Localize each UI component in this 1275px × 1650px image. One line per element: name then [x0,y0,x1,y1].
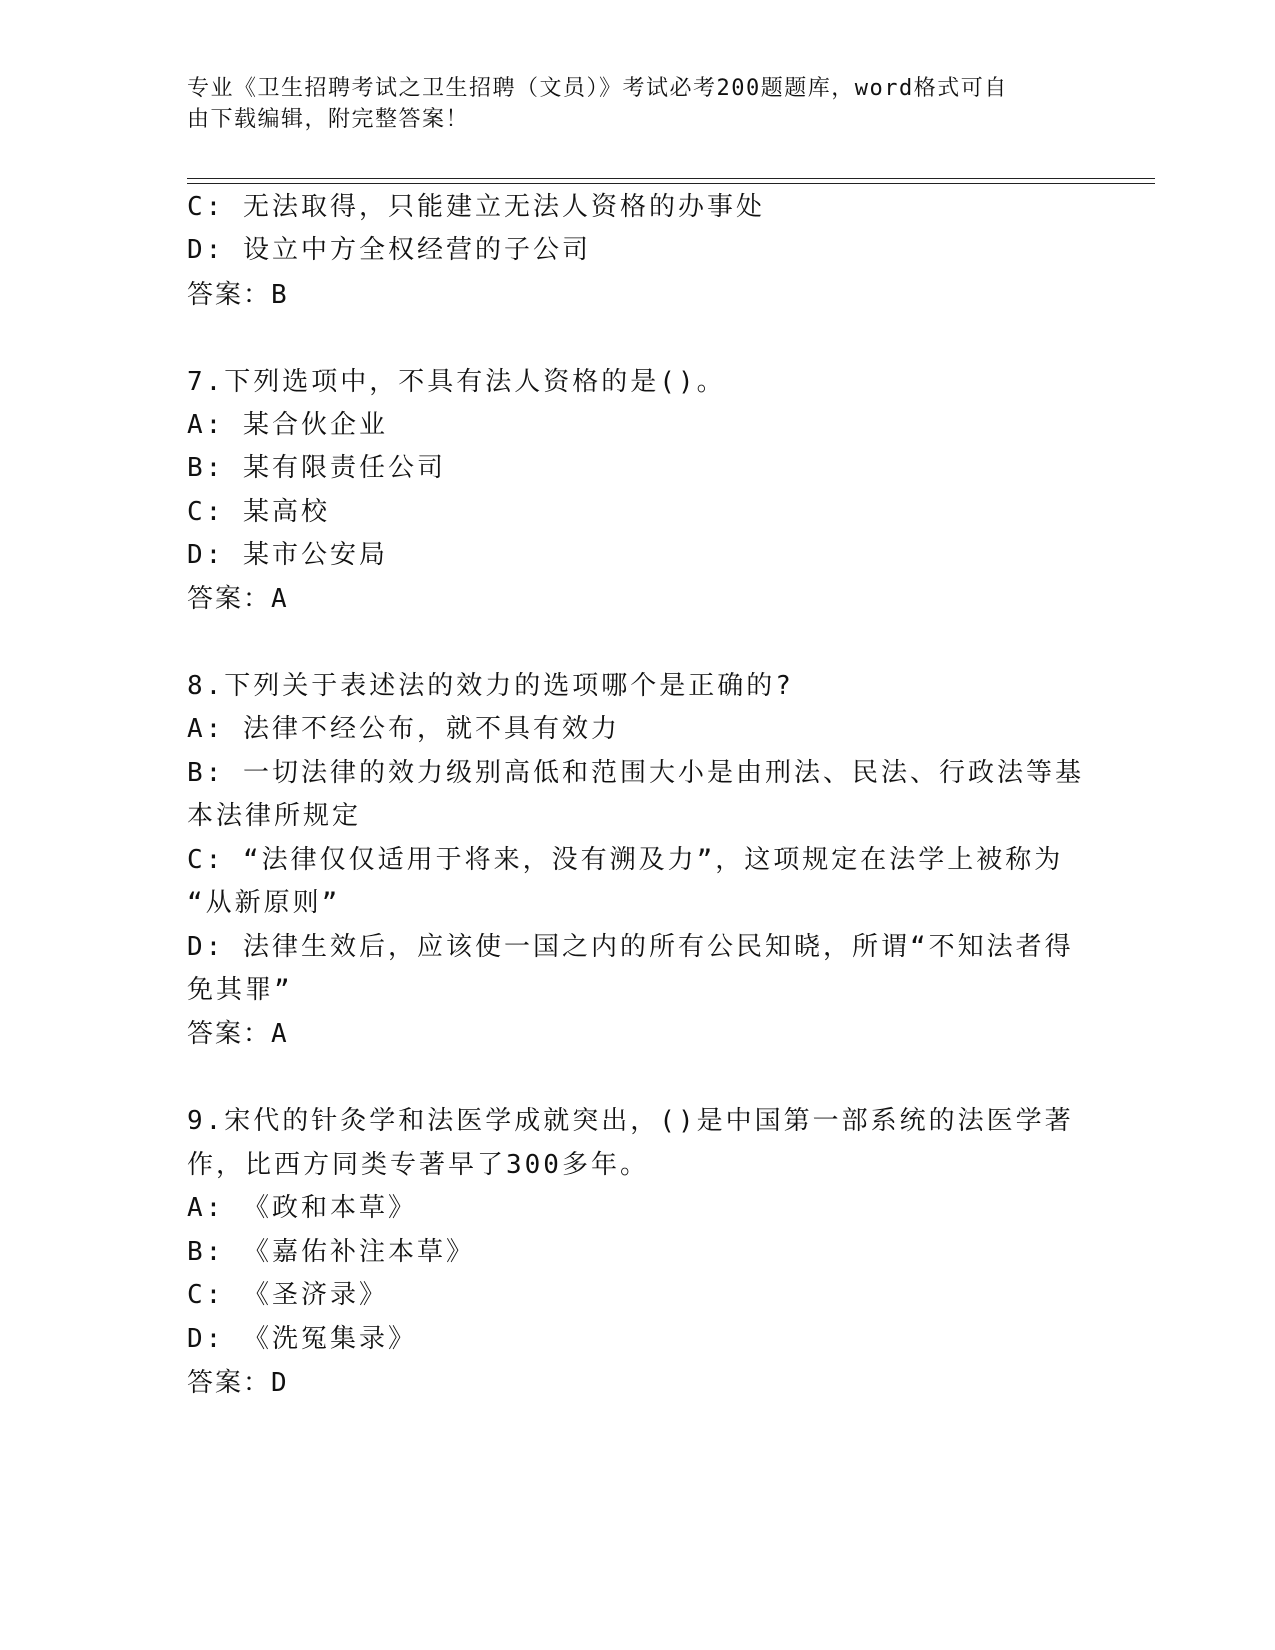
header-divider-top [187,178,1155,179]
q8-option-a: A: 法律不经公布，就不具有效力 [187,714,620,744]
q9-option-a: A: 《政和本草》 [187,1193,417,1223]
q9-option-d: D: 《洗冤集录》 [187,1324,417,1354]
q8-option-c-line-2: “从新原则” [187,888,341,918]
q8-answer: 答案：A [187,1019,289,1049]
q7-question: 7.下列选项中，不具有法人资格的是()。 [187,367,726,397]
q8-option-b-line-2: 本法律所规定 [187,801,362,831]
q8-option-c-line-1: C: “法律仅仅适用于将来，没有溯及力”，这项规定在法学上被称为 [187,845,1064,875]
prev-option-d: D: 设立中方全权经营的子公司 [187,235,591,265]
q9-question-line-2: 作，比西方同类专著早了300多年。 [187,1150,649,1180]
header-line-1: 专业《卫生招聘考试之卫生招聘（文员）》考试必考200题题库，word格式可自 [187,76,1008,101]
q7-option-d: D: 某市公安局 [187,540,388,570]
prev-option-c: C: 无法取得，只能建立无法人资格的办事处 [187,192,765,222]
header-line-2: 由下载编辑，附完整答案！ [187,107,470,132]
q9-question-line-1: 9.宋代的针灸学和法医学成就突出，()是中国第一部系统的法医学著 [187,1106,1074,1136]
document-header [187,73,1067,135]
header-divider-bottom [187,183,1155,184]
q7-option-c: C: 某高校 [187,497,330,527]
prev-answer: 答案：B [187,280,289,310]
q8-option-d-line-2: 免其罪” [187,975,293,1005]
q7-option-b: B: 某有限责任公司 [187,453,446,483]
q9-option-c: C: 《圣济录》 [187,1280,388,1310]
q8-question: 8.下列关于表述法的效力的选项哪个是正确的? [187,671,794,701]
q7-answer: 答案：A [187,584,289,614]
q8-option-b-line-1: B: 一切法律的效力级别高低和范围大小是由刑法、民法、行政法等基 [187,758,1084,788]
q9-option-b: B: 《嘉佑补注本草》 [187,1237,475,1267]
q9-answer: 答案：D [187,1368,289,1398]
q7-option-a: A: 某合伙企业 [187,410,388,440]
q8-option-d-line-1: D: 法律生效后，应该使一国之内的所有公民知晓，所谓“不知法者得 [187,932,1074,962]
